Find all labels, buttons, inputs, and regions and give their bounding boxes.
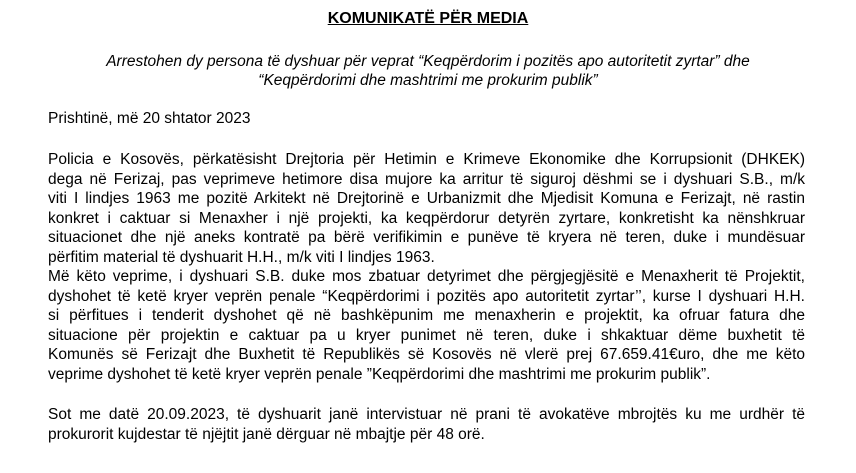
paragraph-line: viti I lindjes 1963 me pozitë Arkitekt në Drejtorinë e Urbanizmit dhe Mjedisit Komuna e Ferizajt, në rastin (48, 190, 805, 207)
paragraph-line: si përfitues i tenderit dyshohet që në bashkëpunim me menaxherin e projektit, ka ofruar fatura dhe (48, 307, 805, 324)
body-paragraph (48, 405, 805, 444)
paragraph-line: situacionet dhe një aneks kontratë pa bërë verifikimin e punëve të kryera në teren, duke i mundësuar (48, 229, 805, 246)
subtitle-line: “Keqpërdorimi dhe mashtrimi me prokurim publik” (258, 72, 598, 89)
paragraph-line: Më këto veprime, i dyshuari S.B. duke mos zbatuar detyrimet dhe përgjegjësitë e Menaxherit të Projektit, (48, 268, 805, 285)
paragraph-line: Policia e Kosovës, përkatësisht Drejtoria për Hetimin e Krimeve Ekonomike dhe Korrupsionit (DHKEK) (48, 151, 805, 168)
dateline: Prishtinë, më 20 shtator 2023 (48, 110, 251, 127)
paragraph-line: dyshohet të ketë kryer veprën penale “Keqpërdorimi i pozitës apo autoritetit zyrtar’’, kurse I dyshuari H.H. (48, 287, 805, 305)
paragraph-line: Sot me datë 20.09.2023, të dyshuarit janë intervistuar në prani të avokatëve mbrojtës ku me urdhër të (48, 406, 805, 423)
paragraph-line: Komunës së Ferizajt dhe Buxhetit të Republikës së Kosovës në vlerë prej 67.659.41€uro, dhe me këto (48, 346, 805, 363)
subtitle-line: Arrestohen dy persona të dyshuar për veprat “Keqpërdorim i pozitës apo autoritetit zyrtar” dhe (106, 53, 750, 70)
paragraph-line: konkret i caktuar si Menaxher i një projekti, ka keqpërdorur detyrën zyrtare, konkretisht ka nënshkruar (48, 209, 805, 227)
body-paragraph (48, 150, 805, 267)
paragraph-line: veprime dyshohet të ketë kryer veprën penale ”Keqpërdorimi dhe mashtrimi me prokurim publik”. (48, 365, 711, 383)
body-paragraph (48, 267, 805, 384)
subtitle (48, 52, 808, 90)
paragraph-line: situacione për projektin e caktuar pa u kryer punimet në teren, duke i shkaktuar dëme buxhetit të (48, 326, 805, 344)
page-title: KOMUNIKATË PËR MEDIA (327, 10, 529, 27)
paragraph-line: dega në Ferizaj, pas veprimeve hetimore disa mujore ka arritur të siguroj dëshmi se i dyshuari S.B., m/k (48, 170, 805, 188)
paragraph-line: përfitim material të dyshuarit H.H., m/k viti I lindjes 1963. (48, 248, 435, 266)
paragraph-line: prokurorit kujdestar të njëjtit janë dërguar në mbajtje për 48 orë. (48, 425, 485, 443)
